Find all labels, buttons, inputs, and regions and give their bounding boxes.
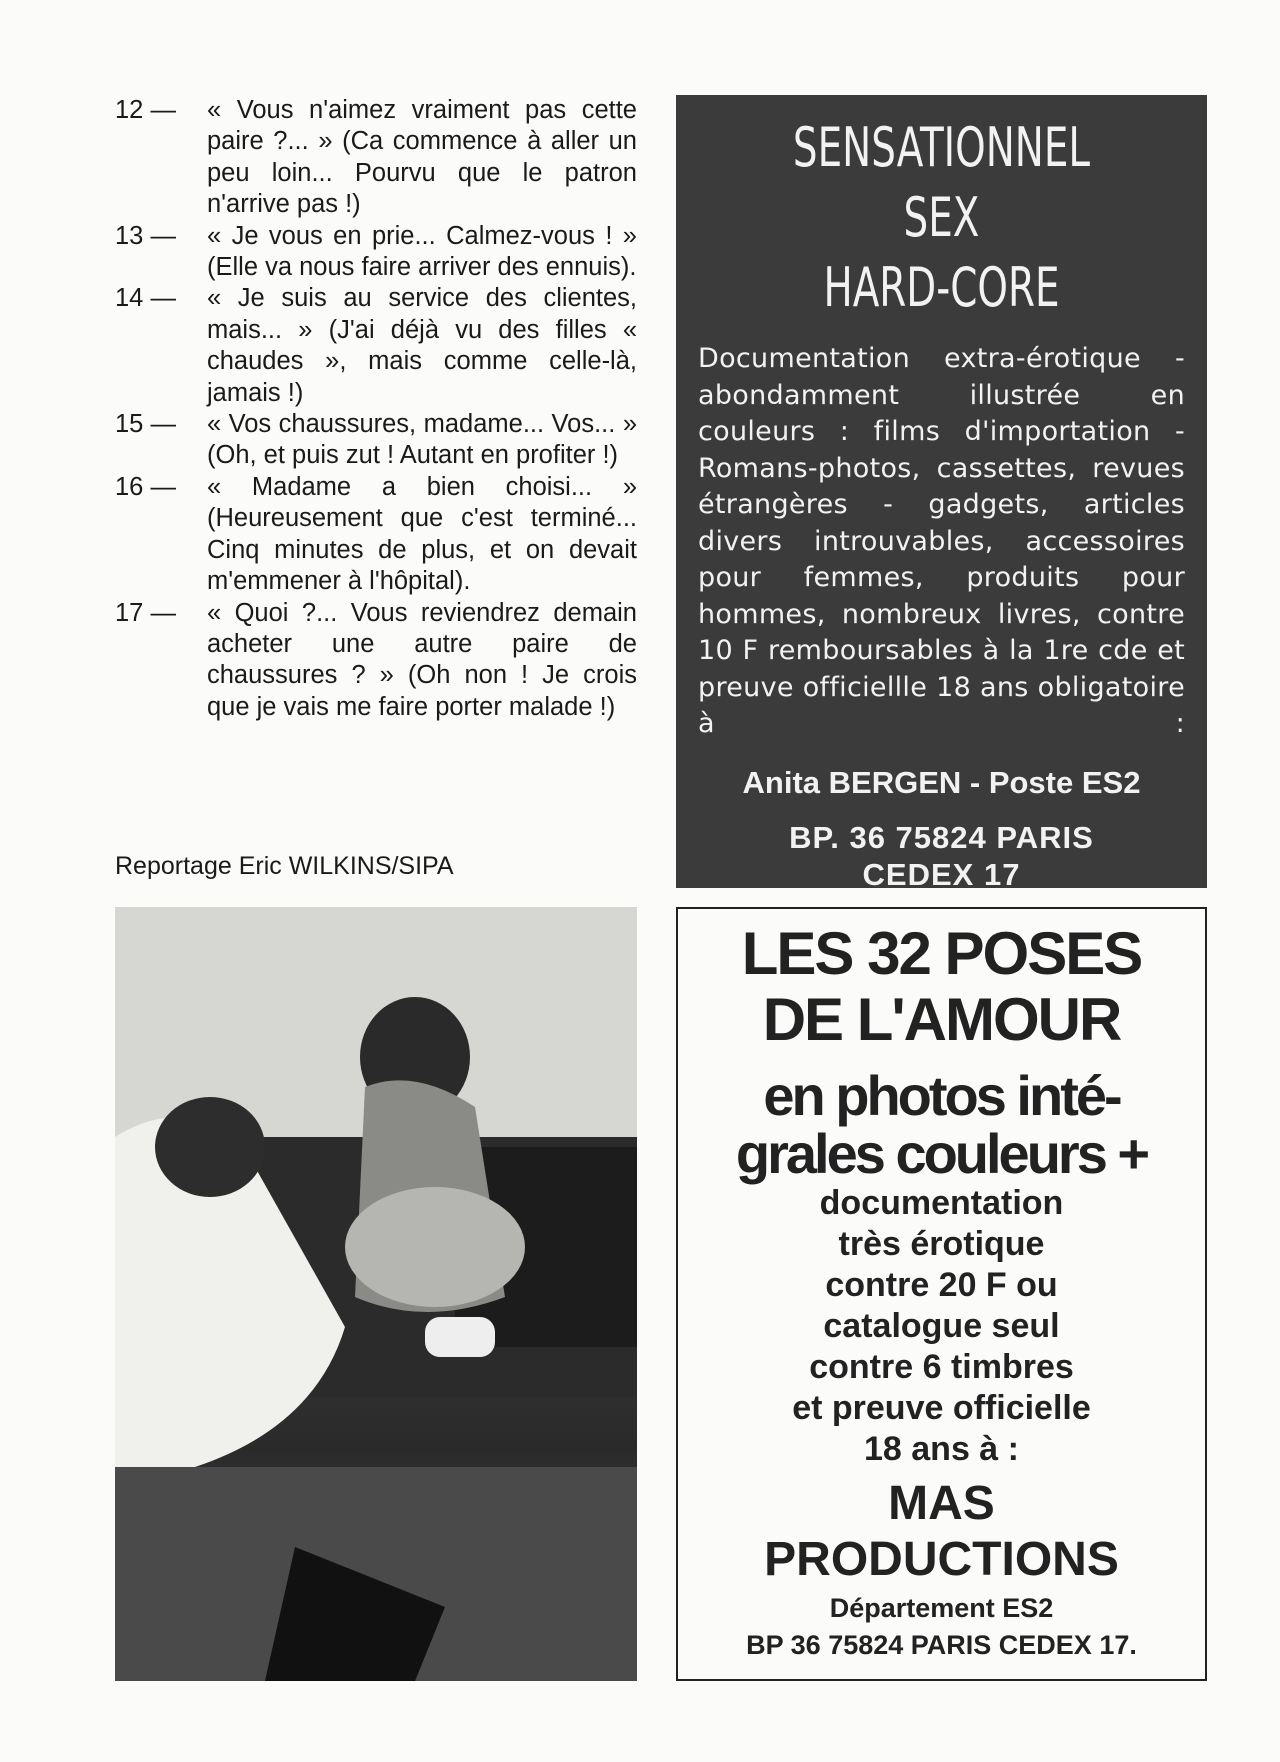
- ad-department: Département ES2: [829, 1593, 1054, 1623]
- ad-line: très érotique: [838, 1225, 1045, 1263]
- caption-entry: [115, 95, 637, 221]
- caption-entry: [115, 472, 637, 598]
- ad-company: MAS: [888, 1477, 995, 1530]
- ad-title: DE L'AMOUR: [762, 986, 1121, 1053]
- photograph: [115, 907, 637, 1681]
- caption-text: « Je suis au service des clientes, mais... » (J'ai déjà vu des filles « chaudes », mais comme celle-là, jamais !): [207, 284, 637, 407]
- ad-headline: HARD-CORE: [823, 256, 1060, 319]
- caption-number: 14 —: [115, 284, 176, 313]
- photo-illustration: [115, 907, 637, 1681]
- ad-headline: SENSATIONNEL: [792, 116, 1091, 179]
- caption-number: 15 —: [115, 410, 176, 439]
- ad-line: contre 20 F ou: [825, 1266, 1058, 1304]
- caption-number: 13 —: [115, 221, 176, 250]
- ad-address-line: CEDEX 17: [862, 856, 1021, 892]
- ad-address-line: BP. 36 75824 PARIS: [789, 819, 1094, 855]
- ad-company: PRODUCTIONS: [764, 1533, 1119, 1586]
- caption-text: « Vos chaussures, madame... Vos... » (Oh, et puis zut ! Autant en profiter !): [207, 410, 637, 470]
- ad-line: et preuve officielle: [792, 1389, 1091, 1427]
- caption-entry: [115, 283, 637, 409]
- advertisement-sensationnel: [676, 95, 1207, 892]
- article-column: [115, 95, 637, 723]
- ad-line: catalogue seul: [823, 1307, 1060, 1345]
- ad-headline: SEX: [903, 186, 980, 249]
- ad-contact-name: Anita BERGEN - Poste ES2: [742, 764, 1141, 800]
- ad-line: documentation: [819, 1184, 1064, 1222]
- ad-line: 18 ans à :: [864, 1430, 1019, 1468]
- caption-entry: [115, 598, 637, 724]
- photo-credit: Reportage Eric WILKINS/SIPA: [115, 852, 454, 880]
- ad-subtitle: grales couleurs +: [735, 1122, 1148, 1185]
- caption-number: 16 —: [115, 472, 176, 501]
- caption-text: « Je vous en prie... Calmez-vous ! » (Elle va nous faire arriver des ennuis).: [207, 221, 637, 282]
- ad-subtitle: en photos inté-: [763, 1064, 1120, 1127]
- caption-entry: [115, 221, 637, 284]
- ad-body-text: Documentation extra-érotique - abondamment illustrée en couleurs : films d'importation - Romans-photos, cassettes, revues étrangères - gadgets, articles divers introuvables, accessoires pour femmes, produits pour hommes, nombreux livres, contre 10 F remboursables à la 1re cde et preuve officiellle 18 ans obligatoire à :: [698, 343, 1185, 739]
- advertisement-32-poses: [676, 907, 1207, 1681]
- caption-entry: [115, 409, 637, 472]
- caption-number: 12 —: [115, 96, 176, 124]
- ad-line: contre 6 timbres: [809, 1348, 1074, 1386]
- caption-text: « Vous n'aimez vraiment pas cette paire ?... » (Ca commence à aller un peu loin... Pourvu que le patron n'arrive pas !): [207, 96, 637, 219]
- ad-title: LES 32 POSES: [741, 920, 1142, 987]
- ad-address: BP 36 75824 PARIS CEDEX 17.: [746, 1630, 1137, 1660]
- caption-number: 17 —: [115, 598, 176, 627]
- caption-text: « Madame a bien choisi... » (Heureusement que c'est terminé... Cinq minutes de plus, et on devait m'emmener à l'hôpital).: [207, 472, 637, 596]
- caption-text: « Quoi ?... Vous reviendrez demain acheter une autre paire de chaussures ? » (Oh non ! Je crois que je vais me faire porter malade !): [207, 598, 637, 721]
